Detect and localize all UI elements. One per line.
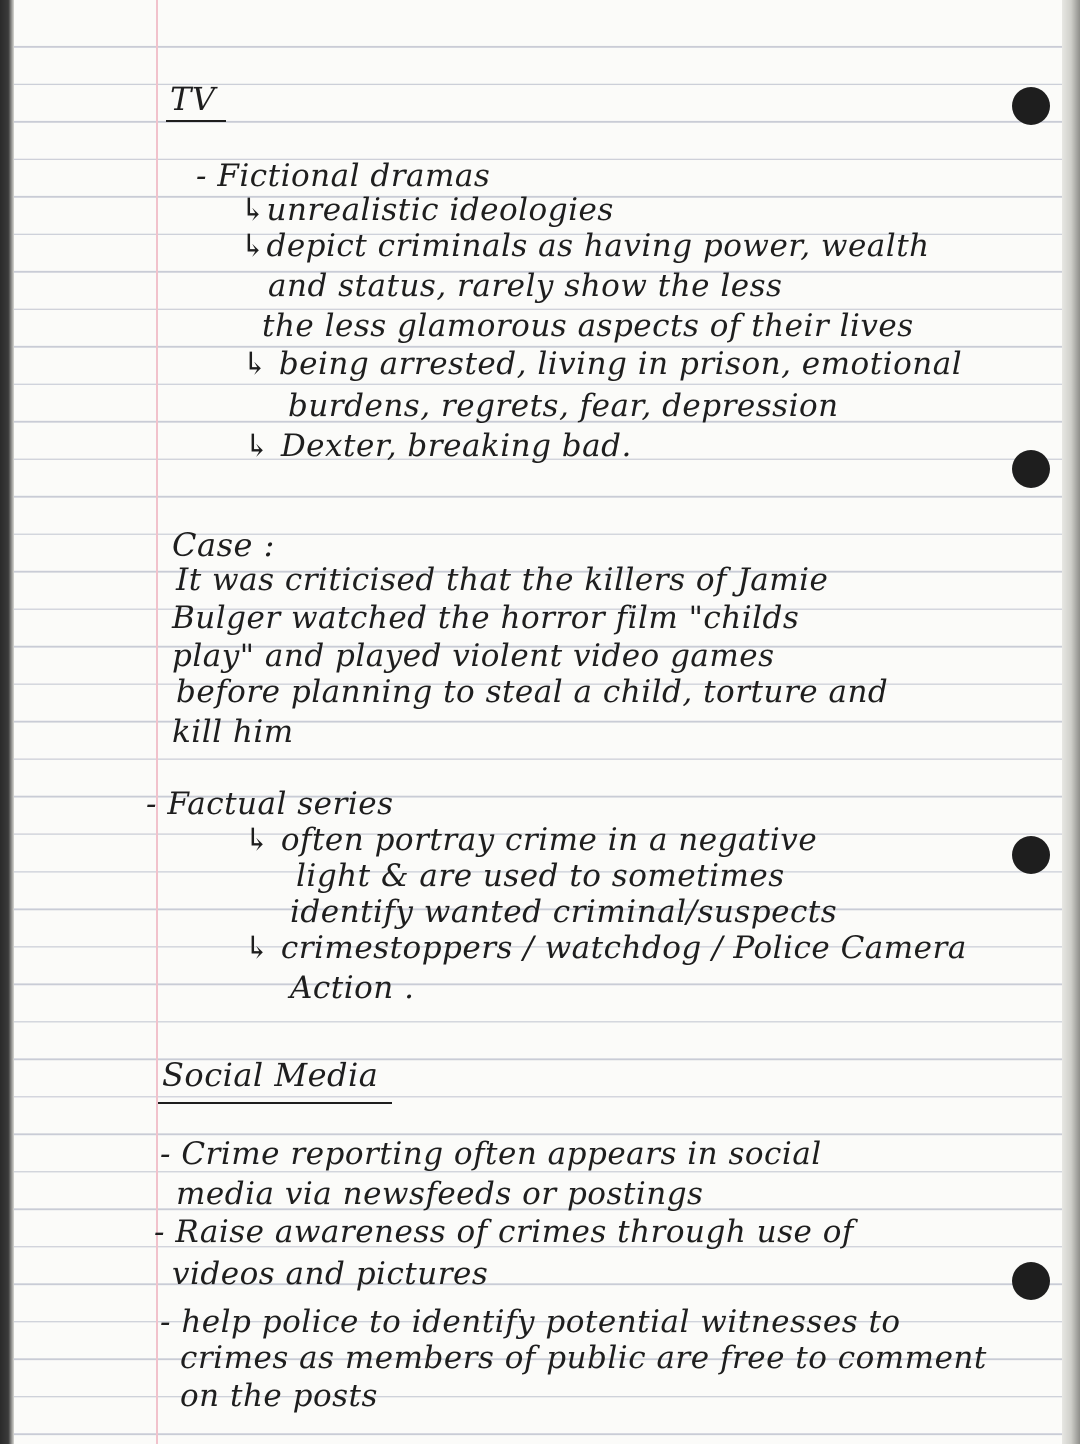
case-line: Bulger watched the horror film "childs: [172, 600, 800, 636]
social-media-heading: Social Media: [162, 1056, 379, 1094]
punch-hole: [1012, 87, 1050, 125]
punch-hole: [1012, 836, 1050, 874]
social-media-line: videos and pictures: [172, 1256, 489, 1292]
social-media-heading-underline: [158, 1102, 392, 1104]
tv-line: ↳ Dexter, breaking bad.: [244, 428, 632, 464]
social-media-line: - Raise awareness of crimes through use of: [154, 1214, 854, 1250]
case-line: play" and played violent video games: [172, 638, 775, 674]
tv-line: ↳unrealistic ideologies: [240, 192, 614, 228]
tv-line: - Fictional dramas: [196, 158, 491, 194]
case-heading: Case :: [172, 526, 275, 564]
social-media-line: - help police to identify potential witnesses to: [160, 1304, 901, 1340]
social-media-line: - Crime reporting often appears in social: [160, 1136, 822, 1172]
tv-line: ↳depict criminals as having power, wealth: [240, 228, 930, 264]
punch-hole: [1012, 1262, 1050, 1300]
social-media-line: crimes as members of public are free to comment: [180, 1340, 987, 1376]
factual-line: Action .: [290, 970, 415, 1006]
page-shadow-left: [0, 0, 14, 1444]
tv-heading: TV: [170, 80, 216, 118]
tv-heading-underline: [166, 120, 226, 122]
social-media-line: on the posts: [180, 1378, 378, 1414]
page-edge-right: [1062, 0, 1080, 1444]
tv-line: and status, rarely show the less: [268, 268, 783, 304]
factual-line: ↳ often portray crime in a negative: [244, 822, 818, 858]
punch-hole: [1012, 450, 1050, 488]
factual-line: light & are used to sometimes: [296, 858, 785, 894]
factual-line: identify wanted criminal/suspects: [290, 894, 838, 930]
case-line: kill him: [172, 714, 294, 750]
tv-line: ↳ being arrested, living in prison, emotional: [242, 346, 963, 382]
factual-line: ↳ crimestoppers / watchdog / Police Camera: [244, 930, 967, 966]
social-media-line: media via newsfeeds or postings: [176, 1176, 704, 1212]
tv-line: the less glamorous aspects of their lives: [262, 308, 914, 344]
case-line: before planning to steal a child, torture and: [176, 674, 889, 710]
case-line: It was criticised that the killers of Jamie: [176, 562, 829, 598]
factual-line: - Factual series: [146, 786, 394, 822]
tv-line: burdens, regrets, fear, depression: [288, 388, 839, 424]
